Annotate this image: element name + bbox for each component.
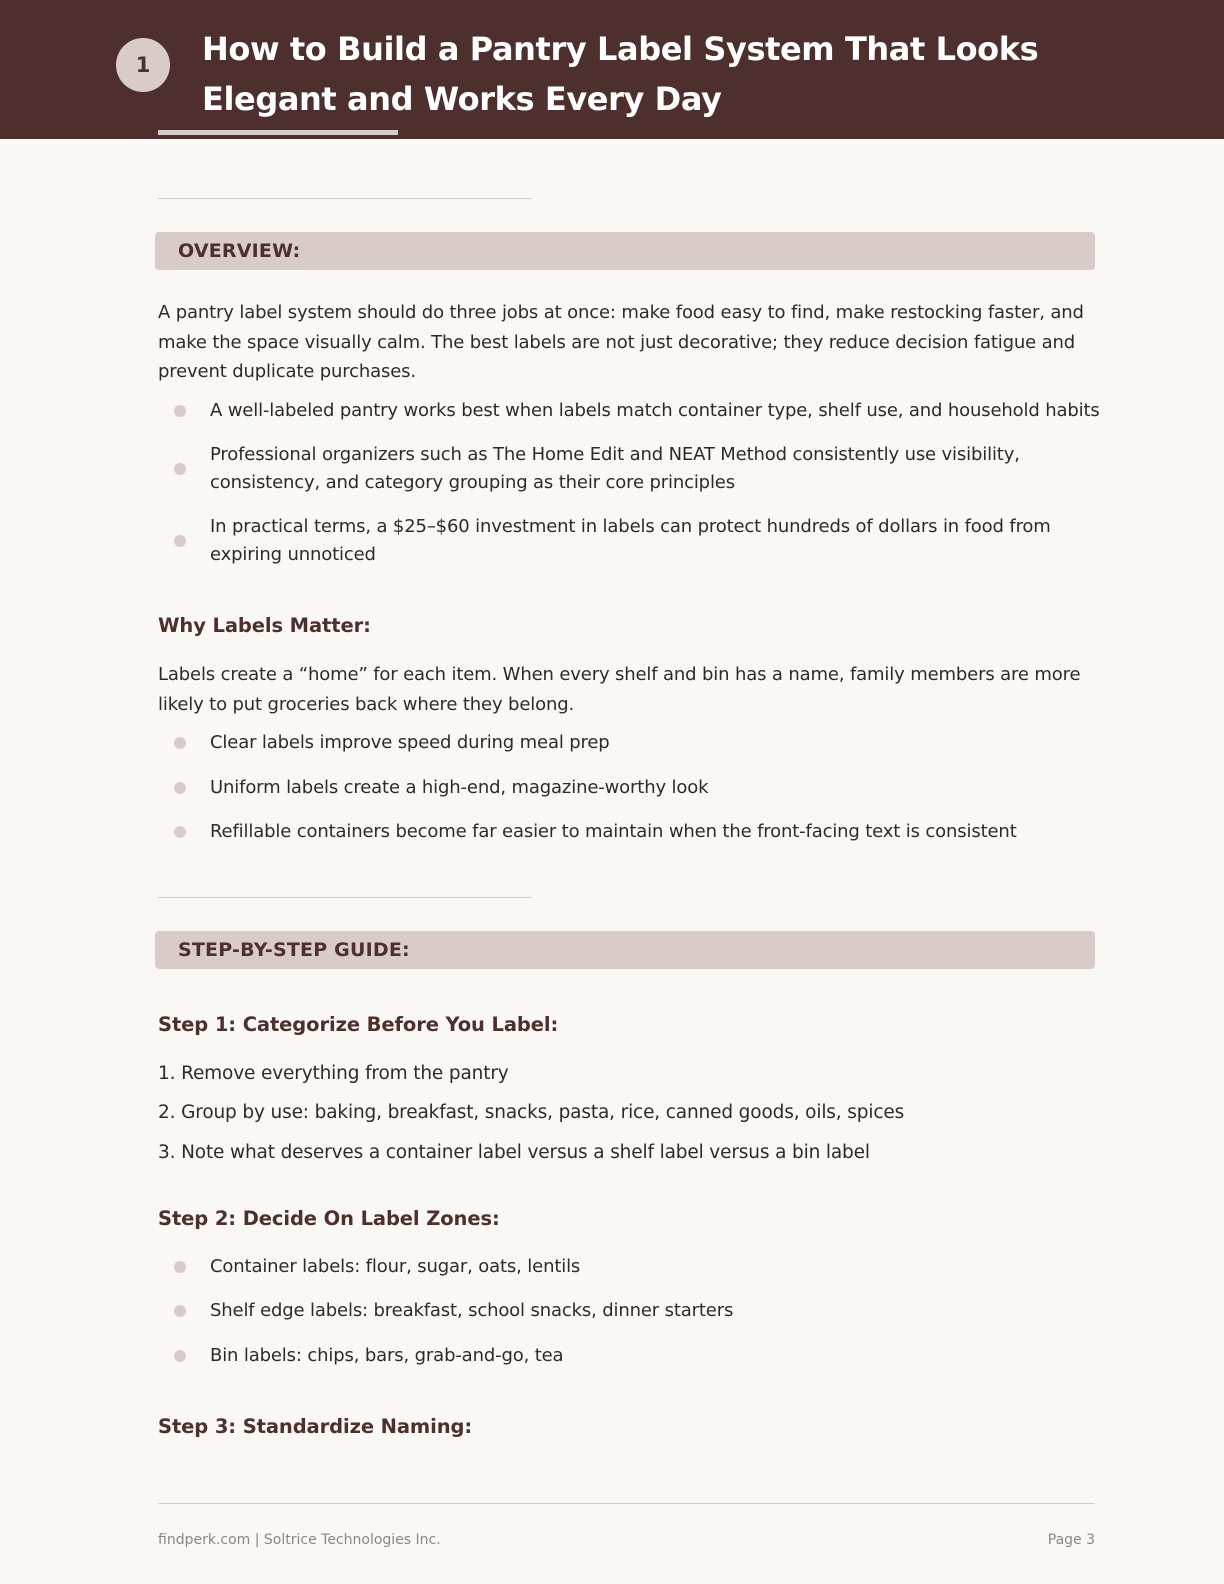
page-number: Page 3 bbox=[1047, 1532, 1095, 1548]
step2-bullet: Container labels: flour, sugar, oats, lentils bbox=[210, 1256, 581, 1277]
overview-bullet: Professional organizers such as The Home Edit and NEAT Method consistently use visibility, consistency, and category grouping as their core principles bbox=[210, 444, 1020, 493]
guide-heading: STEP-BY-STEP GUIDE: bbox=[178, 939, 410, 961]
chapter-number-badge: 1 bbox=[116, 38, 170, 92]
bullet-dot bbox=[174, 405, 186, 417]
overview-bullet: In practical terms, a $25–$60 investment in labels can protect hundreds of dollars in food from expiring unnoticed bbox=[210, 516, 1051, 565]
why-labels-intro: Labels create a “home” for each item. When every shelf and bin has a name, family members are more likely to put groceries back where they belong. bbox=[158, 664, 1081, 715]
step2-bullet: Shelf edge labels: breakfast, school snacks, dinner starters bbox=[210, 1300, 734, 1321]
title-underline bbox=[158, 130, 398, 135]
step3-heading: Step 3: Standardize Naming: bbox=[158, 1415, 473, 1438]
overview-intro: A pantry label system should do three jobs at once: make food easy to find, make restocking faster, and make the space visually calm. The best labels are not just decorative; they reduce decision fatigue and prevent duplicate purchases. bbox=[158, 302, 1084, 382]
why-labels-bullet: Refillable containers become far easier to maintain when the front-facing text is consistent bbox=[210, 821, 1017, 842]
bullet-dot bbox=[174, 463, 186, 475]
overview-bullet: A well-labeled pantry works best when labels match container type, shelf use, and household habits bbox=[210, 400, 1100, 421]
overview-section-bar bbox=[155, 232, 1095, 270]
bullet-dot bbox=[174, 782, 186, 794]
bullet-dot bbox=[174, 535, 186, 547]
section-divider bbox=[158, 897, 532, 898]
step1-item: 3. Note what deserves a container label versus a shelf label versus a bin label bbox=[158, 1142, 870, 1163]
bullet-dot bbox=[174, 1350, 186, 1362]
step2-bullet: Bin labels: chips, bars, grab-and-go, tea bbox=[210, 1345, 564, 1366]
step1-heading: Step 1: Categorize Before You Label: bbox=[158, 1013, 559, 1036]
overview-heading: OVERVIEW: bbox=[178, 240, 301, 262]
why-labels-heading: Why Labels Matter: bbox=[158, 614, 371, 637]
why-labels-bullet: Uniform labels create a high-end, magazine-worthy look bbox=[210, 777, 709, 798]
footer-divider bbox=[158, 1503, 1095, 1504]
step2-heading: Step 2: Decide On Label Zones: bbox=[158, 1207, 500, 1230]
bullet-dot bbox=[174, 1305, 186, 1317]
chapter-header bbox=[0, 0, 1224, 139]
footer-source: findperk.com | Soltrice Technologies Inc. bbox=[158, 1532, 441, 1548]
page-title: How to Build a Pantry Label System That Looks Elegant and Works Every Day bbox=[202, 30, 1039, 118]
bullet-dot bbox=[174, 826, 186, 838]
why-labels-bullet: Clear labels improve speed during meal prep bbox=[210, 732, 610, 753]
bullet-dot bbox=[174, 737, 186, 749]
step1-item: 2. Group by use: baking, breakfast, snacks, pasta, rice, canned goods, oils, spices bbox=[158, 1102, 905, 1123]
guide-section-bar bbox=[155, 931, 1095, 969]
bullet-dot bbox=[174, 1261, 186, 1273]
section-divider bbox=[158, 198, 532, 199]
step1-item: 1. Remove everything from the pantry bbox=[158, 1063, 509, 1084]
